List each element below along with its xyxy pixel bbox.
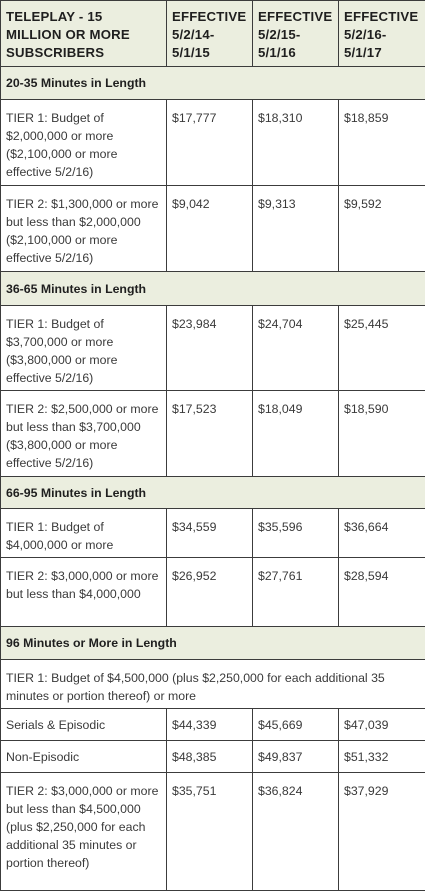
header-effective-2014: EFFECTIVE 5/2/14-5/1/15 [167, 1, 253, 67]
header-effective-2016: EFFECTIVE 5/2/16-5/1/17 [339, 1, 425, 67]
rate-cell: $36,824 [253, 773, 339, 891]
rate-cell: $18,590 [339, 391, 425, 477]
rate-cell: $35,596 [253, 509, 339, 558]
table-row [1, 509, 425, 558]
section-header [1, 67, 425, 100]
rate-cell: $48,385 [167, 741, 253, 773]
table-row [1, 306, 425, 391]
rate-cell: $17,523 [167, 391, 253, 477]
rate-cell: $24,704 [253, 306, 339, 391]
rate-cell: $27,761 [253, 558, 339, 627]
rate-cell: $9,592 [339, 186, 425, 272]
row-label: TIER 1: Budget of $4,000,000 or more [1, 509, 167, 558]
table-row [1, 100, 425, 186]
table-row [1, 741, 425, 773]
rate-cell: $18,859 [339, 100, 425, 186]
rate-cell: $25,445 [339, 306, 425, 391]
tier-note-row [1, 660, 425, 709]
header-effective-2015: EFFECTIVE 5/2/15-5/1/16 [253, 1, 339, 67]
rate-cell: $26,952 [167, 558, 253, 627]
row-label: TIER 2: $3,000,000 or more but less than $4,000,000 [1, 558, 167, 627]
table-row [1, 558, 425, 627]
table-row [1, 773, 425, 891]
row-label: Serials & Episodic [1, 709, 167, 741]
rate-cell: $23,984 [167, 306, 253, 391]
rate-cell: $36,664 [339, 509, 425, 558]
row-label: TIER 2: $2,500,000 or more but less than $3,700,000 ($3,800,000 or more effective 5/2/16) [1, 391, 167, 477]
row-label: Non-Episodic [1, 741, 167, 773]
section-header [1, 627, 425, 660]
section-header [1, 477, 425, 509]
rate-cell: $45,669 [253, 709, 339, 741]
rate-cell: $18,310 [253, 100, 339, 186]
row-label: TIER 1: Budget of $2,000,000 or more ($2,100,000 or more effective 5/2/16) [1, 100, 167, 186]
rate-cell: $51,332 [339, 741, 425, 773]
rate-cell: $17,777 [167, 100, 253, 186]
table-row [1, 186, 425, 272]
rate-cell: $47,039 [339, 709, 425, 741]
table-row [1, 391, 425, 477]
header-teleplay: TELEPLAY - 15 MILLION OR MORE SUBSCRIBERS [1, 1, 167, 67]
row-label: TIER 1: Budget of $3,700,000 or more ($3,800,000 or more effective 5/2/16) [1, 306, 167, 391]
rate-cell: $28,594 [339, 558, 425, 627]
rate-cell: $49,837 [253, 741, 339, 773]
rate-cell: $9,313 [253, 186, 339, 272]
section-title: 20-35 Minutes in Length [1, 67, 425, 100]
rate-cell: $44,339 [167, 709, 253, 741]
rate-cell: $18,049 [253, 391, 339, 477]
table-row [1, 709, 425, 741]
section-title: 66-95 Minutes in Length [1, 477, 425, 509]
rate-cell: $9,042 [167, 186, 253, 272]
rate-cell: $35,751 [167, 773, 253, 891]
section-title: 96 Minutes or More in Length [1, 627, 425, 660]
section-header [1, 272, 425, 306]
header-row [1, 1, 425, 67]
rate-cell: $37,929 [339, 773, 425, 891]
row-label: TIER 2: $3,000,000 or more but less than $4,500,000 (plus $2,250,000 for each additional 35 minutes or portion thereof) [1, 773, 167, 891]
row-label: TIER 2: $1,300,000 or more but less than $2,000,000 ($2,100,000 or more effective 5/2/16) [1, 186, 167, 272]
rate-cell: $34,559 [167, 509, 253, 558]
tier-note: TIER 1: Budget of $4,500,000 (plus $2,250,000 for each additional 35 minutes or portion thereof) or more [1, 660, 425, 709]
section-title: 36-65 Minutes in Length [1, 272, 425, 306]
